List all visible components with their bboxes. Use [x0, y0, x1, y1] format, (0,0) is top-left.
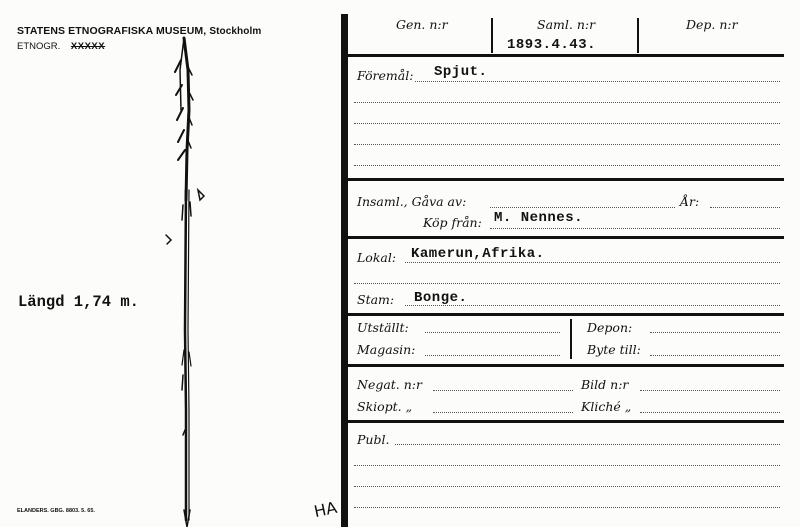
lokal-value: Kamerun,Afrika. [411, 246, 545, 262]
dotted-line [710, 207, 780, 208]
section-rule [348, 313, 784, 316]
section-rule [348, 236, 784, 239]
gen-nr-label: Gen. n:r [396, 17, 448, 32]
saml-nr-label: Saml. n:r [537, 17, 596, 32]
lokal-label: Lokal: [357, 250, 397, 265]
dotted-line [354, 102, 780, 103]
kop-fran-label: Köp från: [423, 215, 482, 230]
ar-label: År: [680, 194, 700, 209]
dotted-line [640, 390, 780, 391]
dotted-line [650, 332, 780, 333]
dotted-line [354, 283, 780, 284]
dotted-line [650, 355, 780, 356]
museum-city: Stockholm [209, 26, 262, 37]
dotted-line [433, 390, 573, 391]
dotted-line [490, 228, 780, 229]
dotted-line [354, 486, 780, 487]
saml-nr-value: 1893.4.43. [507, 37, 597, 53]
number-divider [491, 18, 493, 53]
stam-label: Stam: [357, 292, 395, 307]
insaml-label: Insaml., Gåva av: [357, 194, 467, 209]
length-text: Längd 1,74 m. [18, 293, 139, 311]
dep-nr-label: Dep. n:r [686, 17, 738, 32]
dotted-line [354, 507, 780, 508]
museum-name: STATENS ETNOGRAFISKA MUSEUM, [17, 25, 207, 37]
struck-out-text: XXXXX [70, 41, 106, 52]
department-line [17, 41, 105, 52]
dotted-line [425, 332, 560, 333]
depon-label: Depon: [587, 320, 633, 335]
magasin-label: Magasin: [357, 342, 416, 357]
dotted-line [405, 262, 780, 263]
section-rule [348, 54, 784, 57]
card-divider [341, 14, 348, 527]
dotted-line [354, 465, 780, 466]
publ-label: Publ. [357, 432, 390, 447]
dotted-line [405, 305, 780, 306]
section-rule [348, 420, 784, 423]
dotted-line [433, 412, 573, 413]
column-divider [570, 319, 572, 359]
kop-fran-value: M. Nennes. [494, 210, 584, 226]
dotted-line [354, 144, 780, 145]
dotted-line [415, 81, 780, 82]
dotted-line [425, 355, 560, 356]
dotted-line [395, 444, 780, 445]
handwritten-initials: HA [312, 497, 339, 522]
dotted-line [354, 123, 780, 124]
foremal-label: Föremål: [357, 68, 414, 83]
section-rule [348, 178, 784, 181]
stam-value: Bonge. [414, 290, 468, 306]
byte-till-label: Byte till: [587, 342, 641, 357]
section-rule [348, 364, 784, 367]
kliche-label: Kliché „ [581, 399, 632, 414]
department-prefix: ETNOGR. [17, 41, 61, 52]
dotted-line [354, 165, 780, 166]
bild-nr-label: Bild n:r [581, 377, 629, 392]
negat-nr-label: Negat. n:r [357, 377, 422, 392]
dotted-line [640, 412, 780, 413]
printer-imprint: ELANDERS. GBG. 8803. 5. 65. [17, 508, 95, 514]
skiopt-label: Skiopt. „ [357, 399, 413, 414]
dotted-line [490, 207, 675, 208]
foremal-value: Spjut. [434, 64, 488, 80]
utstallt-label: Utställt: [357, 320, 409, 335]
spear-drawing [140, 30, 250, 527]
number-divider [637, 18, 639, 53]
